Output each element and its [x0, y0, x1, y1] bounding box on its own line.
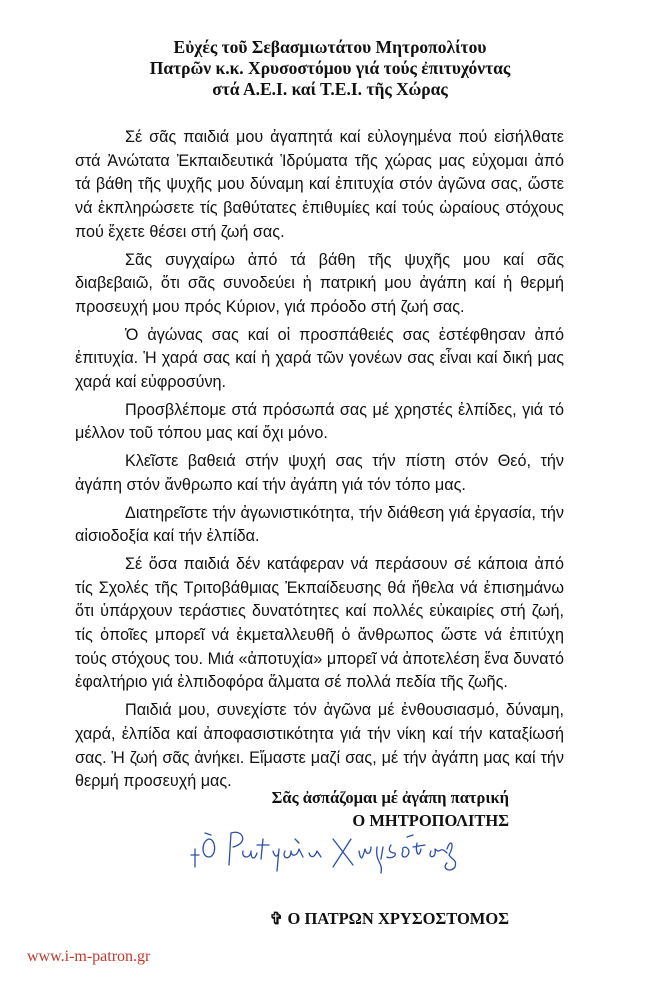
website-link[interactable]: www.i-m-patron.gr: [27, 948, 151, 965]
paragraph: Σέ ὅσα παιδιά δέν κατάφεραν νά περάσουν σέ κάποια ἀπό τίς Σχολές τῆς Τριτοβάθμιας Ἐκπαίδευσης θά ἤθελα νά ἐπισημάνω ὅτι ὑπάρχουν τεράστιες δυνατότητες καί πολλές εὐκαιρίες στή ζωή, τίς ὁποῖες μπορεῖ νά ἐκμεταλλευθῆ ὁ ἄνθρωπος ὥστε νά ἐπιτύχη τούς στόχους του. Μιά «ἀποτυχία» μπορεῖ νά ἀποτελέση ἕνα δυνατό ἐφαλτήριο γιά ἐλπιδοφόρα ἅλματα σέ πολλά πεδία τῆς ζωῆς.: [75, 554, 564, 692]
letter-title: [60, 37, 600, 100]
title-line: Πατρῶν κ.κ. Χρυσοστόμου γιά τούς ἐπιτυχόντας: [149, 58, 511, 78]
title-line: Εὐχές τοῦ Σεβασμιωτάτου Μητροπολίτου: [173, 37, 487, 57]
paragraph: Παιδιά μου, συνεχίστε τόν ἀγῶνα μέ ἐνθουσιασμό, δύναμη, χαρά, ἐλπίδα καί ἀποφασιστικότητα γιά τήν νίκη καί τήν καταξίωσή σας. Ἡ ζωή σᾶς ἀνήκει. Εἴμαστε μαζί σας, μέ τήν ἀγάπη μας καί τήν θερμή προσευχή μας.: [75, 701, 564, 791]
closing-greeting: Σᾶς ἀσπάζομαι μέ ἀγάπη πατρική: [271, 788, 509, 807]
paragraph: Προσβλέπομε στά πρόσωπά σας μέ χρηστές ἐλπίδες, γιά τό μέλλον τοῦ τόπου μας καί ὄχι μόνο.: [75, 400, 564, 443]
title-line: στά Α.Ε.Ι. καί Τ.Ε.Ι. τῆς Χώρας: [212, 79, 448, 99]
paragraph: Σέ σᾶς παιδιά μου ἀγαπητά καί εὐλογημένα πού εἰσήλθατε στά Ἀνώτατα Ἐκπαιδευτικά Ἱδρύματα τῆς χώρας μας εὐχομαι ἀπό τά βάθη τῆς ψυχῆς μου δύναμη καί ἐπιτυχία στόν ἀγῶνα σας, ὥστε νά ἐκπληρώσετε τίς βαθύτατες ἐπιθυμίες καί τούς ὡραίους στόχους πού ἔχετε θέσει στή ζωή σας.: [75, 128, 564, 241]
letter-body: [75, 126, 564, 798]
closing-role: Ο ΜΗΤΡΟΠΟΛΙΤΗΣ: [352, 811, 509, 830]
paragraph: Σᾶς συγχαίρω ἀπό τά βάθη τῆς ψυχῆς μου καί σᾶς διαβεβαιῶ, ὅτι σᾶς συνοδεύει ἡ πατρική μου ἀγάπη καί ἡ θερμή προσευχή μου πρός Κύριον, γιά πρόοδο στή ζωή σας.: [75, 250, 564, 316]
paragraph: Διατηρεῖστε τήν ἀγωνιστικότητα, τήν διάθεση γιά ἐργασία, τήν αἰσιοδοξία καί τήν ἐλπίδα.: [75, 503, 564, 546]
signature-drawing: [185, 823, 460, 893]
paragraph: Κλεῖστε βαθειά στήν ψυχή σας τήν πίστη στόν Θεό, τήν ἀγάπη στόν ἄνθρωπο καί τήν ἀγάπη γιά τόν τόπο μας.: [75, 452, 564, 494]
handwritten-signature: [185, 823, 460, 893]
paragraph: Ὁ ἀγώνας σας καί οἱ προσπάθειές σας ἐστέφθησαν ἀπό ἐπιτυχία. Ἡ χαρά σας καί ἡ χαρά τῶν γονέων σας εἶναι καί δική μας χαρά καί εὐφροσύνη.: [75, 325, 564, 392]
signed-name: ✞ Ο ΠΑΤΡΩΝ ΧΡΥΣΟΣΤΟΜΟΣ: [269, 909, 509, 928]
